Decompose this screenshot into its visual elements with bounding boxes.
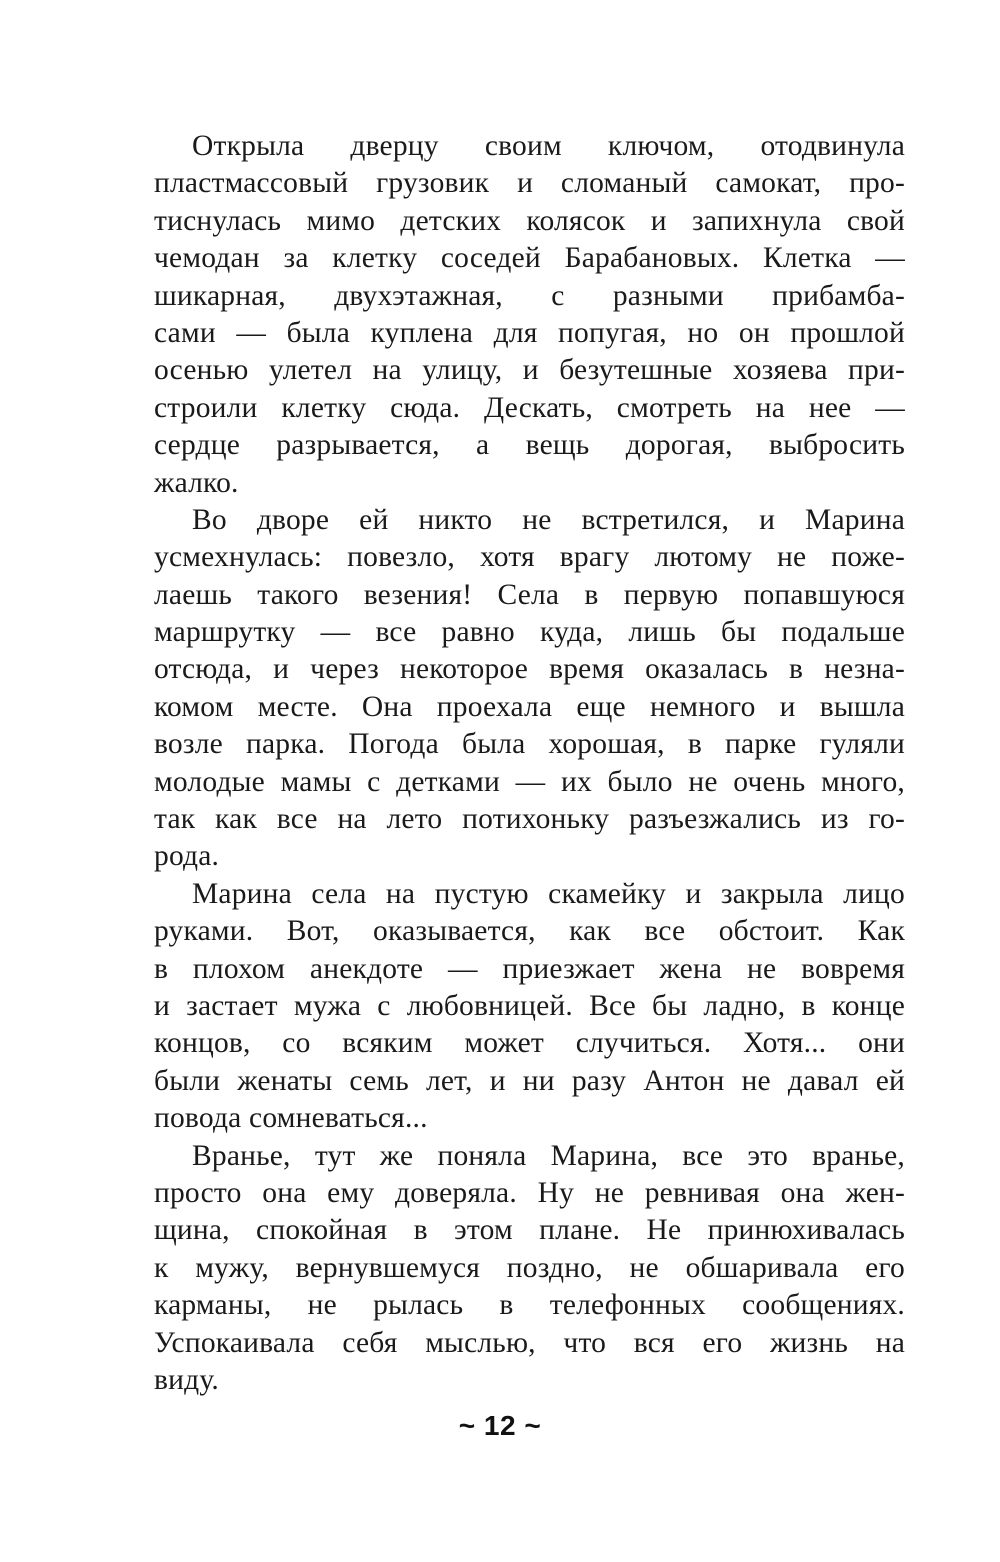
text-line: комом месте. Она проехала еще немного и вышла (154, 690, 905, 723)
text-line: сердце разрывается, а вещь дорогая, выбросить (154, 429, 905, 462)
text-line: сами — была куплена для попугая, но он прошлой (154, 316, 905, 349)
text-line: виду. (154, 1363, 219, 1396)
text-line: Марина села на пустую скамейку и закрыла лицо (192, 877, 905, 910)
text-line: Успокаивала себя мыслью, что вся его жизнь на (154, 1326, 905, 1359)
text-line: возле парка. Погода была хорошая, в парке гуляли (154, 728, 905, 761)
paragraph-2 (154, 502, 905, 876)
text-line: Вранье, тут же поняла Марина, все это вранье, (192, 1139, 905, 1172)
text-line: концов, со всяким может случиться. Хотя... они (154, 1027, 905, 1060)
text-line: тиснулась мимо детских колясок и запихнула свой (154, 204, 905, 237)
page-body (154, 128, 905, 1399)
page-number: ~ 12 ~ (458, 1410, 542, 1441)
text-line: к мужу, вернувшемуся поздно, не обшаривала его (154, 1251, 905, 1284)
text-line: просто она ему доверяла. Ну не ревнивая она жен- (154, 1176, 905, 1209)
text-line: строили клетку сюда. Дескать, смотреть на нее — (154, 391, 905, 424)
text-line: чемодан за клетку соседей Барабановых. Клетка — (154, 242, 905, 275)
text-line: молодые мамы с детками — их было не очень много, (154, 765, 905, 798)
text-line: повода сомневаться... (154, 1102, 428, 1135)
text-line: жалко. (154, 466, 239, 499)
text-line: щина, спокойная в этом плане. Не принюхивалась (154, 1214, 905, 1247)
text-line: шикарная, двухэтажная, с разными прибамба- (154, 279, 905, 312)
text-line: отсюда, и через некоторое время оказалась в незна- (154, 653, 905, 686)
text-line: маршрутку — все равно куда, лишь бы подальше (154, 616, 905, 649)
text-line: были женаты семь лет, и ни разу Антон не давал ей (154, 1064, 905, 1097)
text-line: и застает мужа с любовницей. Все бы ладно, в конце (154, 989, 905, 1022)
text-line: рода. (154, 840, 220, 873)
text-line: Открыла дверцу своим ключом, отодвинула (192, 130, 905, 162)
text-line: карманы, не рылась в телефонных сообщениях. (154, 1289, 905, 1322)
text-line: Во дворе ей никто не встретился, и Марина (192, 503, 905, 536)
paragraph-4 (154, 1138, 905, 1400)
text-line: пластмассовый грузовик и сломаный самокат, про- (154, 167, 905, 200)
text-line: так как все на лето потихоньку разъезжались из го- (154, 803, 905, 836)
text-line: лаешь такого везения! Села в первую попавшуюся (154, 578, 905, 611)
text-line: в плохом анекдоте — приезжает жена не вовремя (154, 952, 905, 985)
text-line: усмехнулась: повезло, хотя врагу лютому не поже- (154, 541, 905, 574)
paragraph-3 (154, 876, 905, 1138)
paragraph-1 (154, 128, 905, 502)
text-line: руками. Вот, оказывается, как все обстоит. Как (154, 915, 905, 948)
text-line: осенью улетел на улицу, и безутешные хозяева при- (154, 354, 905, 387)
